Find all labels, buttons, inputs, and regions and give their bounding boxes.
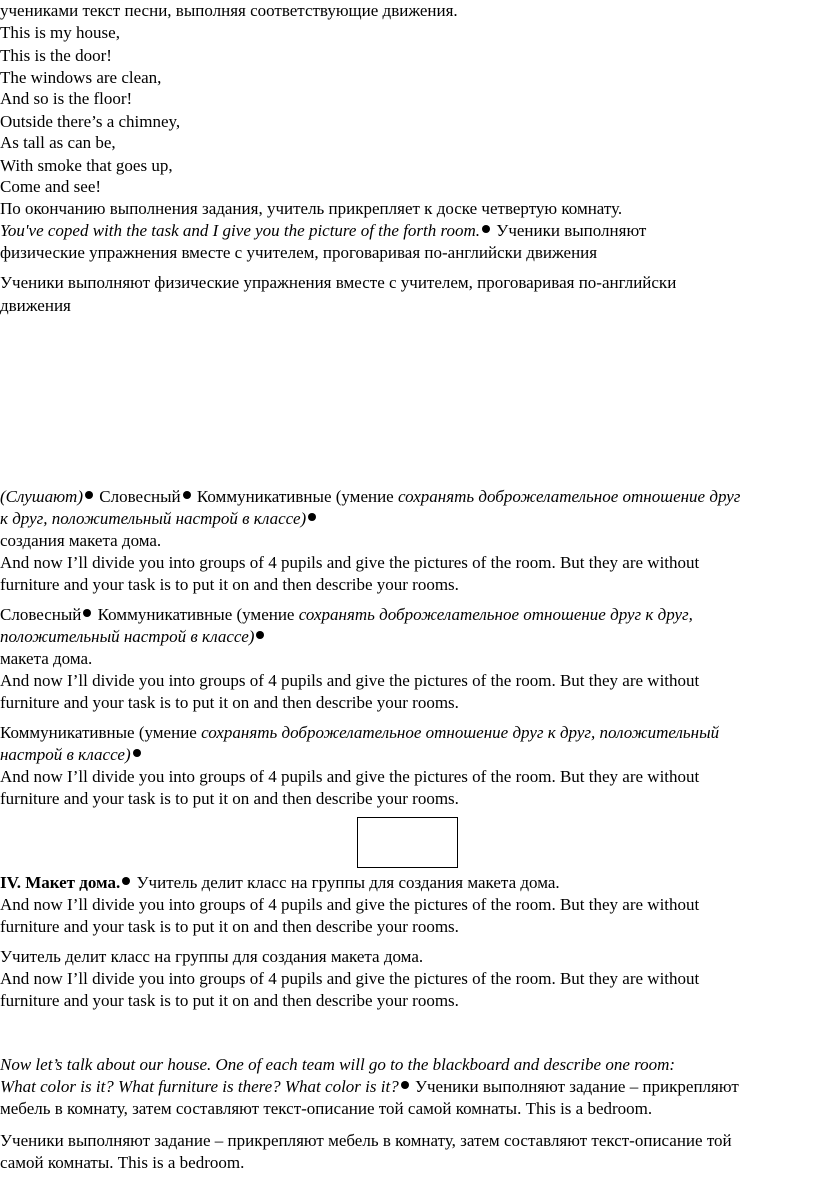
talk-line-1: Now let’s talk about our house. One of each team will go to the blackboard and describe one room: xyxy=(0,1055,676,1074)
communicative-label: Коммуникативные xyxy=(0,723,135,742)
task-text-c: Ученики выполняют задание – прикрепляют мебель в комнату, затем составляют текст-описание той xyxy=(0,1131,732,1150)
bullet-icon xyxy=(83,609,91,617)
methods-line-6 xyxy=(0,744,143,766)
song-line-1: This is my house, xyxy=(0,23,120,42)
song-line-5: Outside there’s a chimney, xyxy=(0,112,181,131)
house-model-text-a: создания макета дома. xyxy=(0,531,162,550)
verbal-label: Словесный xyxy=(0,605,82,624)
divide-text-2b: furniture and your task is to put it on and then describe your rooms. xyxy=(0,693,459,712)
fourth-room-english: You've coped with the task and I give you the picture of the forth room. xyxy=(0,221,481,240)
bullet-icon xyxy=(133,749,141,757)
communicative-label: Коммуникативные xyxy=(97,605,233,624)
song-line-7: With smoke that goes up, xyxy=(0,156,173,175)
goal-text-5: сохранять доброжелательное отношение друг к друг, положительный xyxy=(201,723,720,742)
divide-text-2c: furniture and your task is to put it on and then describe your rooms. xyxy=(0,789,459,808)
goal-text-2: к друг, положительный настрой в классе) xyxy=(0,509,307,528)
bullet-icon xyxy=(122,877,130,885)
goal-text-3: сохранять доброжелательное отношение друг к друг, xyxy=(298,605,693,624)
task-text-d: самой комнаты. This is a bedroom. xyxy=(0,1153,245,1172)
teacher-divides-text: Учитель делит класс на группы для создания макета дома. xyxy=(136,873,560,892)
divide-text-1d: And now I’ll divide you into groups of 4 pupils and give the pictures of the room. But they are without xyxy=(0,895,700,914)
section-title: IV. Макет дома. xyxy=(0,873,121,892)
divide-text-1b: And now I’ll divide you into groups of 4 pupils and give the pictures of the room. But they are without xyxy=(0,671,700,690)
song-line-4: And so is the floor! xyxy=(0,89,133,108)
bullet-icon xyxy=(183,491,191,499)
methods-line-3 xyxy=(0,604,693,626)
teacher-divides-text-2: Учитель делит класс на группы для создания макета дома. xyxy=(0,947,424,966)
task-text-a: Ученики выполняют задание – прикрепляют xyxy=(414,1077,739,1096)
task-text-b: мебель в комнату, затем составляют текст-описание той самой комнаты. This is a bedroom. xyxy=(0,1099,653,1118)
song-line-3: The windows are clean, xyxy=(0,68,162,87)
picture-placeholder-box xyxy=(357,817,458,868)
divide-text-2e: furniture and your task is to put it on and then describe your rooms. xyxy=(0,991,459,1010)
exercise-text-a: Ученики выполняют xyxy=(496,221,647,240)
talk-line-2 xyxy=(0,1076,739,1098)
bullet-icon xyxy=(256,631,264,639)
goal-text-1: сохранять доброжелательное отношение друг xyxy=(397,487,741,506)
divide-text-1a: And now I’ll divide you into groups of 4 pupils and give the pictures of the room. But they are without xyxy=(0,553,700,572)
umenie-open: (умение xyxy=(134,723,202,742)
fourth-room-line xyxy=(0,220,646,242)
song-line-8: Come and see! xyxy=(0,177,102,196)
song-line-6: As tall as can be, xyxy=(0,133,116,152)
exercise-text-c: Ученики выполняют физические упражнения вместе с учителем, проговаривая по-английски xyxy=(0,273,677,292)
divide-text-1c: And now I’ll divide you into groups of 4 pupils and give the pictures of the room. But they are without xyxy=(0,767,700,786)
talk-question: What color is it? What furniture is there? What color is it? xyxy=(0,1077,399,1096)
fourth-room-intro: По окончанию выполнения задания, учитель прикрепляет к доске четвертую комнату. xyxy=(0,199,623,218)
umenie-open: (умение xyxy=(232,605,299,624)
listen-label: (Слушают) xyxy=(0,487,83,506)
bullet-icon xyxy=(308,513,316,521)
exercise-text-d: движения xyxy=(0,296,71,315)
goal-text-6: настрой в классе) xyxy=(0,745,131,764)
song-intro-tail: учениками текст песни, выполняя соответствующие движения. xyxy=(0,1,458,20)
section-iv-line xyxy=(0,872,560,894)
bullet-icon xyxy=(85,491,93,499)
bullet-icon xyxy=(482,225,490,233)
exercise-text-b: физические упражнения вместе с учителем, проговаривая по-английски движения xyxy=(0,243,598,262)
methods-line-1 xyxy=(0,486,740,508)
house-model-text-b: макета дома. xyxy=(0,649,93,668)
divide-text-2a: furniture and your task is to put it on and then describe your rooms. xyxy=(0,575,459,594)
communicative-label: Коммуникативные xyxy=(196,487,332,506)
divide-text-2d: furniture and your task is to put it on and then describe your rooms. xyxy=(0,917,459,936)
bullet-icon xyxy=(401,1081,409,1089)
umenie-open: (умение xyxy=(331,487,398,506)
methods-line-5 xyxy=(0,722,719,744)
verbal-label: Словесный xyxy=(99,487,181,506)
methods-line-4 xyxy=(0,626,266,648)
song-line-2: This is the door! xyxy=(0,46,112,65)
divide-text-1e: And now I’ll divide you into groups of 4 pupils and give the pictures of the room. But they are without xyxy=(0,969,700,988)
methods-line-2 xyxy=(0,508,318,530)
goal-text-4: положительный настрой в классе) xyxy=(0,627,255,646)
